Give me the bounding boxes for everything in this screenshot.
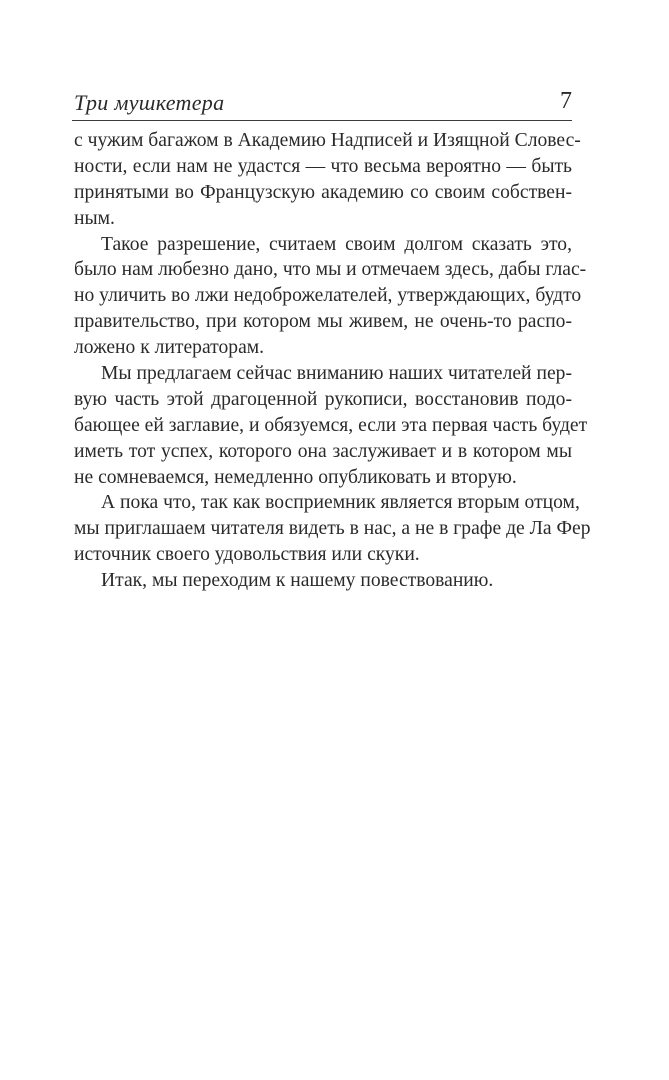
paragraph-first-line: Мы предлагаем сейчас вниманию наших читателей пер- — [101, 363, 572, 385]
paragraph-first-line: А пока что, так как восприемник является вторым отцом, — [101, 492, 580, 514]
text-line: но уличить во лжи недоброжелателей, утверждающих, будто — [74, 285, 582, 307]
text-line: не сомневаемся, немедленно опубликовать и вторую. — [74, 466, 517, 488]
text-line: правительство, при котором мы живем, не очень-то распо- — [74, 311, 572, 333]
body-text — [74, 128, 591, 594]
paragraph-first-line: Такое разрешение, считаем своим долгом сказать это, — [101, 233, 572, 255]
text-line: ложено к литераторам. — [74, 337, 265, 359]
text-line: ным. — [74, 207, 115, 229]
text-line: вую часть этой драгоценной рукописи, восстановив подо- — [74, 388, 572, 410]
text-line: бающее ей заглавие, и обязуемся, если эта первая часть будет — [74, 414, 588, 436]
text-line: иметь тот успех, которого она заслуживает и в котором мы — [74, 440, 572, 462]
text-line: принятыми во Французскую академию со своим собствен- — [74, 181, 572, 203]
page-number: 7 — [560, 88, 572, 114]
text-line: с чужим багажом в Академию Надписей и Изящной Словес- — [74, 130, 581, 151]
text-line: мы приглашаем читателя видеть в нас, а не в графе де Ла Фер — [74, 518, 591, 540]
text-line: источник своего удовольствия или скуки. — [74, 544, 420, 566]
running-head — [72, 86, 572, 121]
book-title: Три мушкетера — [74, 90, 225, 115]
text-line: было нам любезно дано, что мы и отмечаем здесь, дабы глас- — [74, 259, 587, 281]
paragraph-first-line: Итак, мы переходим к нашему повествованию. — [101, 570, 494, 592]
text-line: ности, если нам не удастся — что весьма вероятно — быть — [74, 155, 572, 177]
